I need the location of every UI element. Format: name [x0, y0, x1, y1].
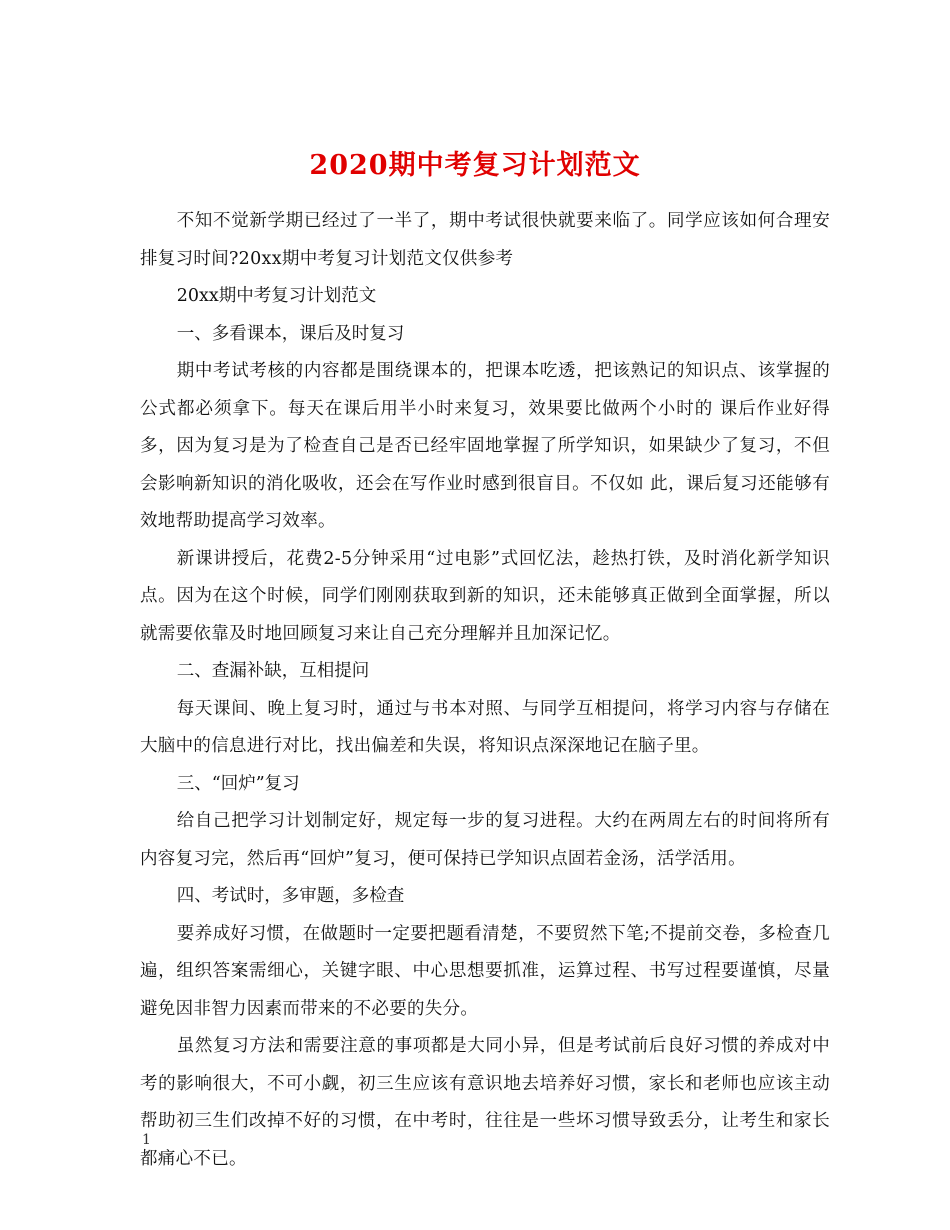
- document-body: [140, 203, 830, 1178]
- section-4-heading: 四、考试时，多审题，多检查: [176, 886, 405, 906]
- section-4-paragraph: 要养成好习惯，在做题时一定要把题看清楚，不要贸然下笔;不提前交卷，多检查几遍，组织答案需细心，关键字眼、中心思想要抓准，运算过程、书写过程要谨慎，尽量避免因非智力因素而带来的不必要的失分。: [140, 923, 830, 1019]
- section-2-paragraph: 每天课间、晚上复习时，通过与书本对照、与同学互相提问，将学习内容与存储在大脑中的信息进行对比，找出偏差和失误，将知识点深深地记在脑子里。: [140, 698, 830, 756]
- section-1-paragraph-2: 新课讲授后，花费2-5分钟采用“过电影”式回忆法，趁热打铁，及时消化新学知识点。因为在这个时候，同学们刚刚获取到新的知识，还未能够真正做到全面掌握，所以就需要依靠及时地回顾复习来让自己充分理解并且加深记忆。: [140, 548, 830, 644]
- section-1-paragraph-1: 期中考试考核的内容都是围绕课本的，把课本吃透，把该熟记的知识点、该掌握的公式都必须拿下。每天在课后用半小时来复习，效果要比做两个小时的 课后作业好得多，因为复习是为了检查自己是否已经牢固地掌握了所学知识，如果缺少了复习，不但会影响新知识的消化吸收，还会在写作业时感到很盲目。不仅如 此，课后复习还能够有效地帮助提高学习效率。: [140, 361, 830, 531]
- plan-subtitle: 20xx期中考复习计划范文: [176, 286, 377, 306]
- intro-paragraph: 不知不觉新学期已经过了一半了，期中考试很快就要来临了。同学应该如何合理安排复习时间?20xx期中考复习计划范文仅供参考: [140, 211, 830, 269]
- section-3-paragraph: 给自己把学习计划制定好，规定每一步的复习进程。大约在两周左右的时间将所有内容复习完，然后再“回炉”复习，便可保持已学知识点固若金汤，活学活用。: [140, 811, 830, 869]
- section-1-heading: 一、多看课本，课后及时复习: [176, 323, 405, 344]
- conclusion-paragraph: 虽然复习方法和需要注意的事项都是大同小异，但是考试前后良好习惯的养成对中考的影响很大，不可小觑，初三生应该有意识地去培养好习惯，家长和老师也应该主动帮助初三生们改掉不好的习惯，在中考时，往往是一些坏习惯导致丢分，让考生和家长都痛心不已。: [140, 1036, 830, 1169]
- page-number: 1: [142, 1132, 151, 1148]
- document-title: 2020期中考复习计划范文: [309, 150, 641, 182]
- section-3-heading: 三、“回炉”复习: [176, 773, 300, 794]
- section-2-heading: 二、查漏补缺，互相提问: [176, 661, 370, 681]
